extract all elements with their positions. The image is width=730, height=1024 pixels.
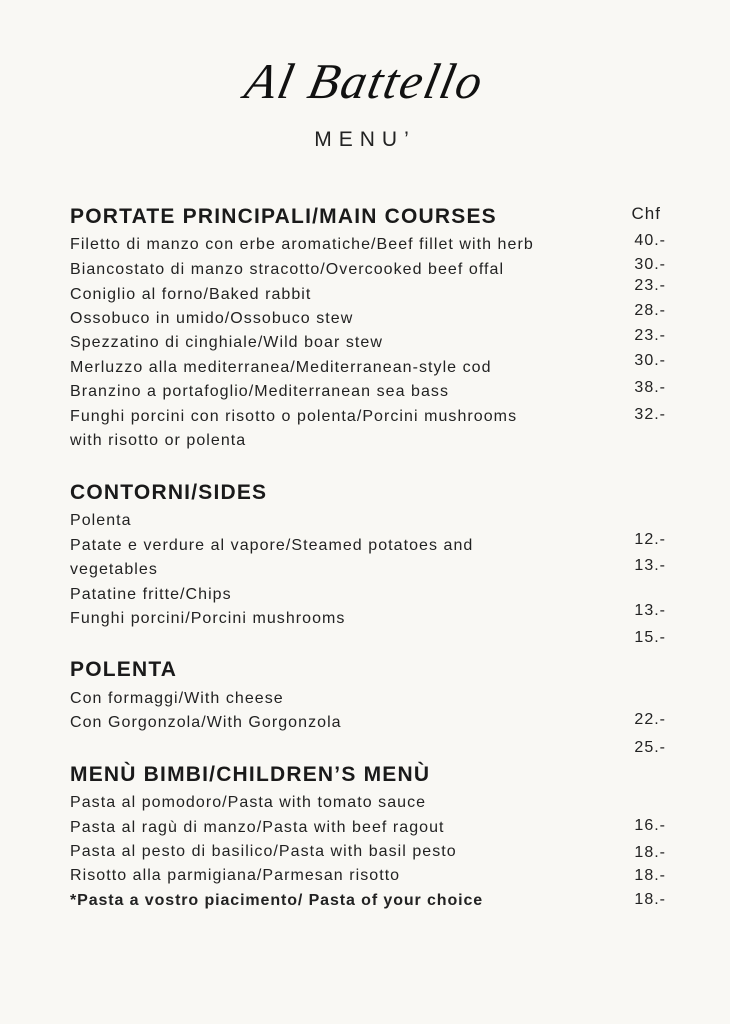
- price: 16.-: [634, 817, 666, 834]
- menu-item: Patate e verdure al vapore/Steamed potatoes and: [70, 537, 474, 554]
- restaurant-logo: Al Battello: [240, 53, 490, 109]
- menu-item: Con Gorgonzola/With Gorgonzola: [70, 714, 342, 731]
- section-heading-polenta: POLENTA: [70, 658, 178, 681]
- section-heading-main-courses: PORTATE PRINCIPALI/MAIN COURSES: [70, 205, 497, 228]
- currency-label: Chf: [631, 204, 661, 223]
- price: 32.-: [634, 406, 666, 423]
- price: 15.-: [634, 629, 666, 646]
- menu-item: Biancostato di manzo stracotto/Overcooked beef offal: [70, 261, 505, 278]
- section-heading-childrens-menu: MENÙ BIMBI/CHILDREN’S MENÙ: [70, 763, 431, 786]
- menu-item-continued: vegetables: [70, 561, 158, 578]
- menu-item: Merluzzo alla mediterranea/Mediterranean-style cod: [70, 359, 492, 376]
- menu-item: Ossobuco in umido/Ossobuco stew: [70, 310, 354, 327]
- price: 18.-: [634, 844, 666, 861]
- menu-item-continued: with risotto or polenta: [70, 432, 247, 449]
- price: 13.-: [634, 557, 666, 574]
- price: 23.-: [634, 327, 666, 344]
- menu-item: Risotto alla parmigiana/Parmesan risotto: [70, 867, 401, 884]
- price: 30.-: [634, 352, 666, 369]
- price: 12.-: [634, 531, 666, 548]
- price: 22.-: [634, 711, 666, 728]
- menu-item: Con formaggi/With cheese: [70, 690, 284, 707]
- price: 38.-: [634, 379, 666, 396]
- menu-item: Pasta al ragù di manzo/Pasta with beef ragout: [70, 819, 445, 836]
- price: 30.-: [634, 256, 666, 273]
- price: 40.-: [634, 232, 666, 249]
- menu-item: Funghi porcini con risotto o polenta/Porcini mushrooms: [70, 408, 518, 425]
- section-heading-sides: CONTORNI/SIDES: [70, 481, 268, 504]
- price: 28.-: [634, 302, 666, 319]
- menu-item: Funghi porcini/Porcini mushrooms: [70, 610, 346, 627]
- price: 23.-: [634, 277, 666, 294]
- menu-title: MENU’: [314, 128, 416, 151]
- price: 13.-: [634, 602, 666, 619]
- menu-item: Polenta: [70, 512, 132, 529]
- menu-item: Branzino a portafoglio/Mediterranean sea bass: [70, 383, 450, 400]
- menu-item: Pasta al pomodoro/Pasta with tomato sauce: [70, 794, 427, 811]
- menu-item: Coniglio al forno/Baked rabbit: [70, 286, 312, 303]
- price: 18.-: [634, 891, 666, 908]
- price: 18.-: [634, 867, 666, 884]
- menu-item-special: *Pasta a vostro piacimento/ Pasta of your choice: [70, 892, 484, 909]
- menu-item: Filetto di manzo con erbe aromatiche/Beef fillet with herb: [70, 236, 534, 253]
- menu-item: Pasta al pesto di basilico/Pasta with basil pesto: [70, 843, 457, 860]
- menu-item: Patatine fritte/Chips: [70, 586, 232, 603]
- price: 25.-: [634, 739, 666, 756]
- menu-item: Spezzatino di cinghiale/Wild boar stew: [70, 334, 383, 351]
